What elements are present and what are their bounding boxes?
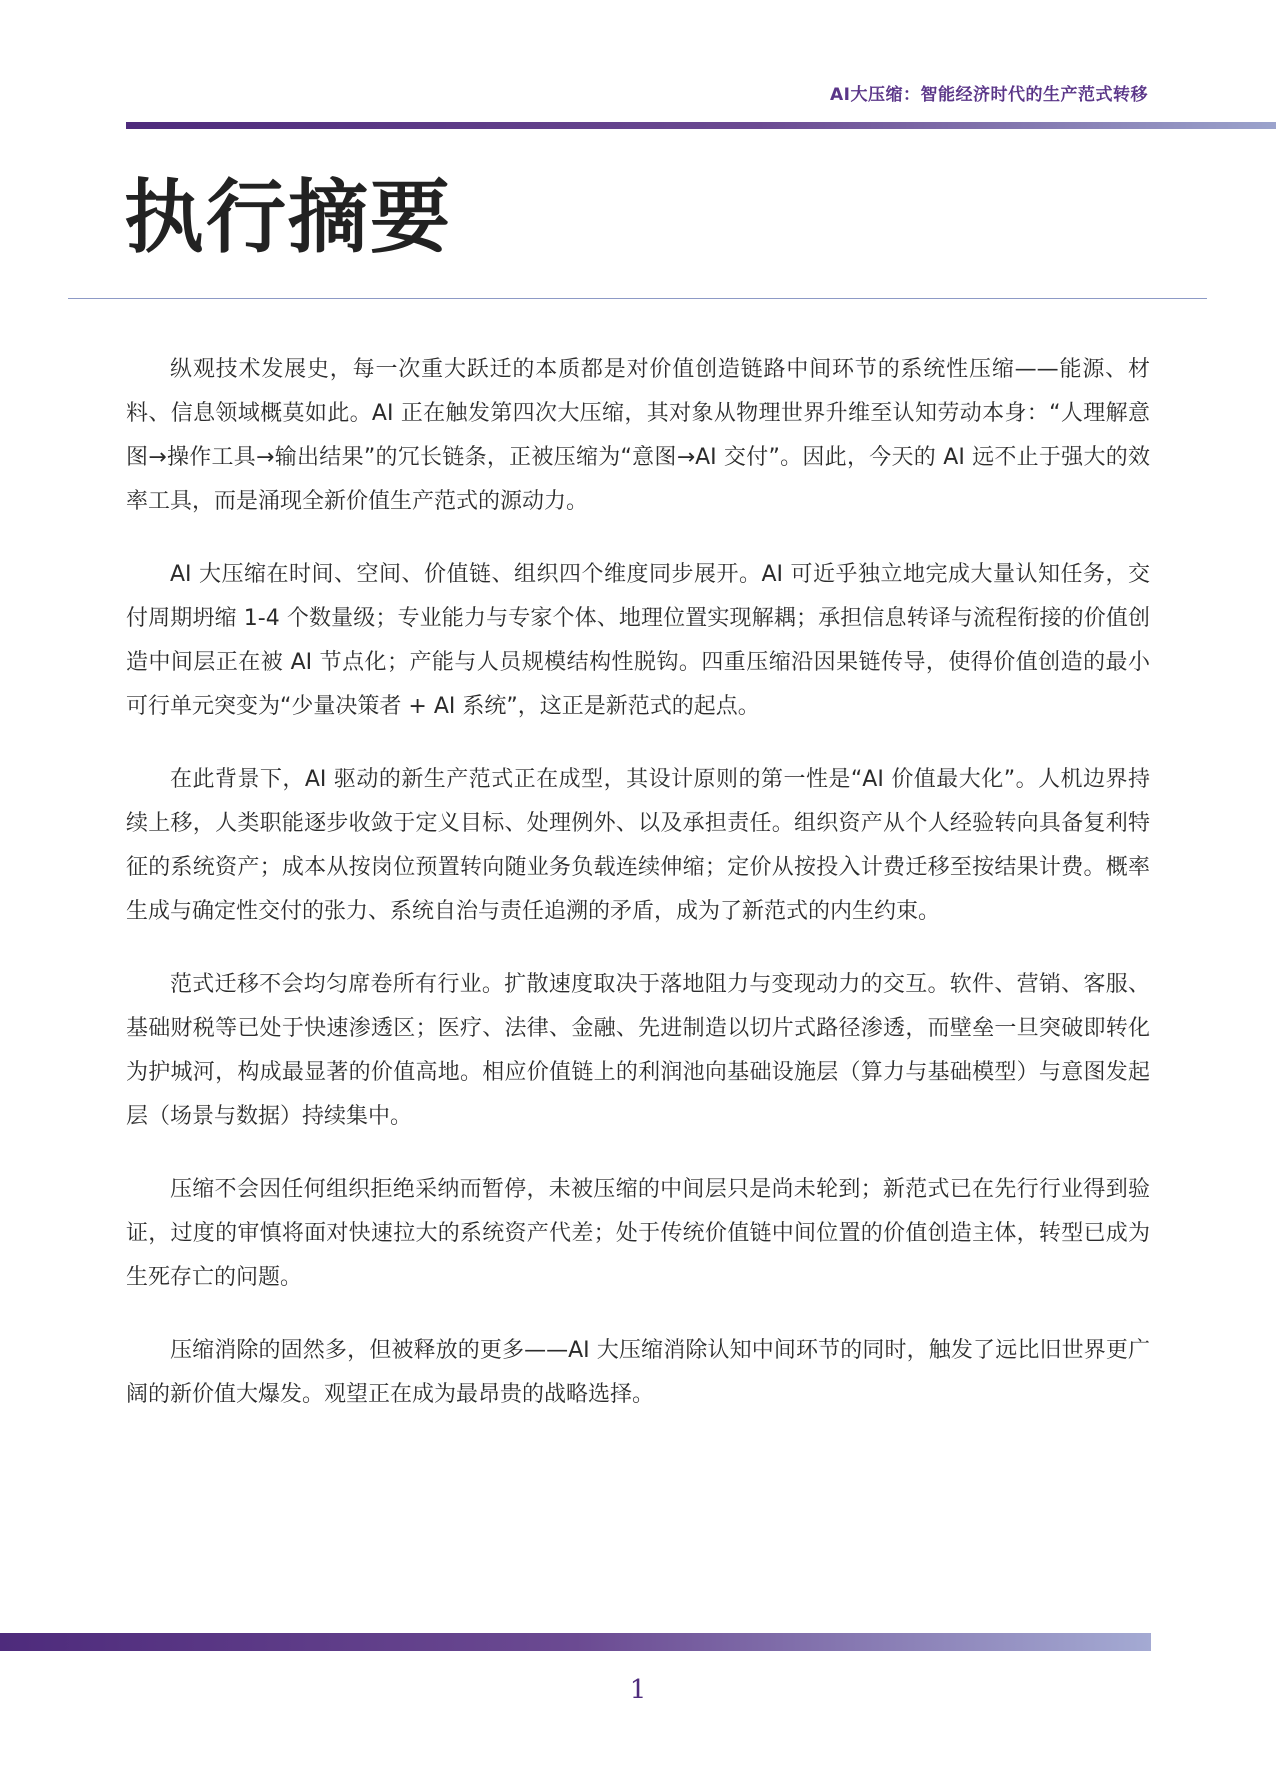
running-header-title: AI大压缩：智能经济时代的生产范式转移 [830,85,1148,105]
paragraph: 压缩消除的固然多，但被释放的更多——AI 大压缩消除认知中间环节的同时，触发了远比旧世界更广阔的新价值大爆发。观望正在成为最昂贵的战略选择。 [126,1338,1150,1407]
page-title: 执行摘要 [124,171,452,264]
paragraph: 在此背景下，AI 驱动的新生产范式正在成型，其设计原则的第一性是“AI 价值最大化”。人机边界持续上移，人类职能逐步收敛于定义目标、处理例外、以及承担责任。组织资产从个人经验转向具备复利特征的系统资产；成本从按岗位预置转向随业务负载连续伸缩；定价从按投入计费迁移至按结果计费。概率生成与确定性交付的张力、系统自治与责任追溯的矛盾，成为了新范式的内生约束。 [126,767,1150,924]
header-accent-bar [126,122,1276,129]
executive-summary-body [126,348,1150,1446]
paragraph: 压缩不会因任何组织拒绝采纳而暂停，未被压缩的中间层只是尚未轮到；新范式已在先行行业得到验证，过度的审慎将面对快速拉大的系统资产代差；处于传统价值链中间位置的价值创造主体，转型已成为生死存亡的问题。 [126,1177,1150,1290]
title-divider [68,298,1207,299]
paragraph: 纵观技术发展史，每一次重大跃迁的本质都是对价值创造链路中间环节的系统性压缩——能源、材料、信息领域概莫如此。AI 正在触发第四次大压缩，其对象从物理世界升维至认知劳动本身：“人理解意图→操作工具→输出结果”的冗长链条，正被压缩为“意图→AI 交付”。因此，今天的 AI 远不止于强大的效率工具，而是涌现全新价值生产范式的源动力。 [126,357,1150,514]
page-number: 1 [629,1675,647,1705]
paragraph: AI 大压缩在时间、空间、价值链、组织四个维度同步展开。AI 可近乎独立地完成大量认知任务，交付周期坍缩 1-4 个数量级；专业能力与专家个体、地理位置实现解耦；承担信息转译与流程衔接的价值创造中间层正在被 AI 节点化；产能与人员规模结构性脱钩。四重压缩沿因果链传导，使得价值创造的最小可行单元突变为“少量决策者 + AI 系统”，这正是新范式的起点。 [126,562,1150,719]
paragraph: 范式迁移不会均匀席卷所有行业。扩散速度取决于落地阻力与变现动力的交互。软件、营销、客服、基础财税等已处于快速渗透区；医疗、法律、金融、先进制造以切片式路径渗透，而壁垒一旦突破即转化为护城河，构成最显著的价值高地。相应价值链上的利润池向基础设施层（算力与基础模型）与意图发起层（场景与数据）持续集中。 [126,972,1150,1129]
footer-accent-bar [0,1633,1151,1651]
